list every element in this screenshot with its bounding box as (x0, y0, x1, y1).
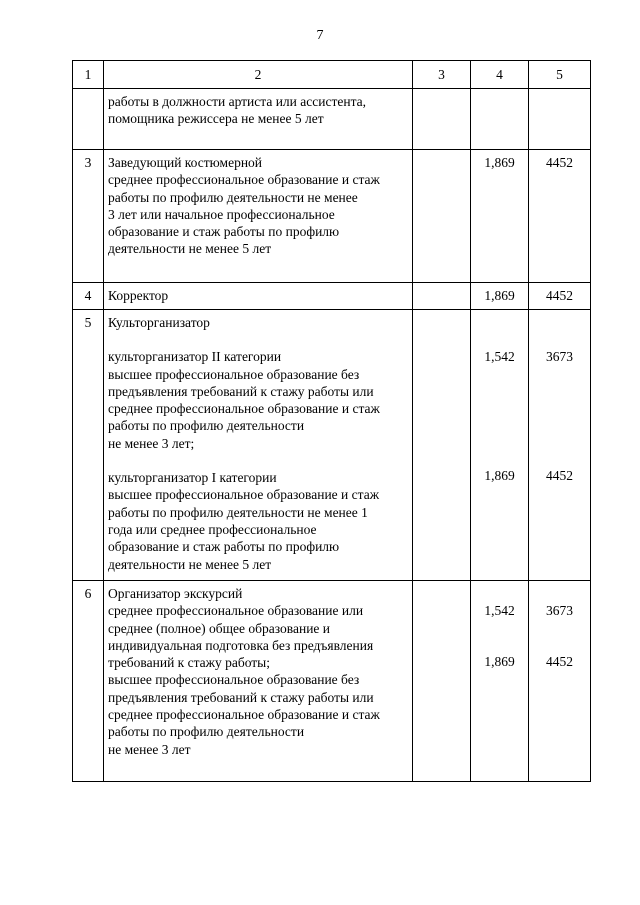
table-row (73, 283, 591, 310)
salary-value: 3673 (546, 603, 573, 618)
text-line: образование и стаж работы по профилю (108, 539, 340, 555)
position-description (104, 581, 413, 782)
text-line: предъявления требований к стажу работы или (108, 383, 374, 399)
col3-cell (413, 310, 471, 581)
header-cell-4: 4 (471, 61, 529, 89)
row-number: 4 (73, 283, 104, 310)
table-row (73, 581, 591, 782)
position-description (104, 89, 413, 150)
text-line: работы по профилю деятельности (108, 724, 305, 740)
coefficient-cell: 1,869 (471, 283, 529, 310)
text-line: 3 лет или начальное профессиональное (108, 206, 335, 222)
salary-cell (529, 310, 591, 581)
text-line: среднее профессиональное образование или (108, 603, 364, 619)
header-cell-3: 3 (413, 61, 471, 89)
table-row (73, 89, 591, 150)
text-line: высшее профессиональное образование без (108, 366, 360, 382)
col3-cell (413, 89, 471, 150)
position-title: Организатор экскурсий (108, 586, 243, 601)
position-title: Культорганизатор (108, 315, 210, 330)
position-description (104, 150, 413, 283)
coefficient-cell: 1,869 (471, 150, 529, 283)
salary-cell: 4452 (529, 283, 591, 310)
row-number: 6 (73, 581, 104, 782)
header-cell-5: 5 (529, 61, 591, 89)
salary-cell (529, 581, 591, 782)
coefficient-value: 1,542 (484, 349, 515, 364)
header-cell-1: 1 (73, 61, 104, 89)
coefficient-cell (471, 581, 529, 782)
text-line: работы по профилю деятельности не менее 1 (108, 504, 368, 520)
text-line: предъявления требований к стажу работы или (108, 689, 374, 705)
text-line: образование и стаж работы по профилю (108, 224, 340, 240)
coefficient-value: 1,869 (484, 468, 515, 484)
row-number (73, 89, 104, 150)
position-description (104, 310, 413, 581)
text-line: высшее профессиональное образование и стаж (108, 487, 380, 503)
coefficient-cell (471, 310, 529, 581)
text-line: среднее профессиональное образование и стаж (108, 401, 380, 417)
salary-value: 3673 (546, 349, 573, 364)
text-line: требований к стажу работы; (108, 655, 270, 671)
coefficient-cell (471, 89, 529, 150)
col3-cell (413, 150, 471, 283)
text-line: помощника режиссера не менее 5 лет (108, 111, 324, 127)
salary-cell: 4452 (529, 150, 591, 283)
category-title: культорганизатор I категории (108, 470, 277, 486)
text-line: не менее 3 лет; (108, 435, 195, 451)
text-line: работы по профилю деятельности (108, 418, 305, 434)
text-line: индивидуальная подготовка без предъявления (108, 637, 374, 653)
category-title: культорганизатор II категории (108, 349, 282, 365)
text-line: работы в должности артиста или ассистента, (108, 94, 366, 109)
text-line: деятельности не менее 5 лет (108, 556, 272, 572)
text-line: среднее профессиональное образование и стаж (108, 707, 380, 723)
staff-table (72, 60, 591, 782)
text-line: высшее профессиональное образование без (108, 672, 360, 688)
coefficient-value: 1,542 (484, 603, 515, 618)
position-description (104, 283, 413, 310)
header-cell-2: 2 (104, 61, 413, 89)
salary-value: 4452 (546, 468, 573, 484)
text-line: года или среднее профессиональное (108, 521, 317, 537)
col3-cell (413, 283, 471, 310)
text-line: деятельности не менее 5 лет (108, 241, 272, 257)
row-number: 3 (73, 150, 104, 283)
position-title: Заведующий костюмерной (108, 155, 263, 170)
salary-value: 4452 (546, 654, 573, 670)
salary-cell (529, 89, 591, 150)
col3-cell (413, 581, 471, 782)
page-number: 7 (316, 28, 324, 43)
text-line: не менее 3 лет (108, 741, 191, 757)
table-row (73, 310, 591, 581)
text-line: среднее (полное) общее образование и (108, 620, 331, 636)
row-number: 5 (73, 310, 104, 581)
table-row (73, 150, 591, 283)
table-header-row (73, 61, 591, 89)
text-line: работы по профилю деятельности не менее (108, 189, 358, 205)
coefficient-value: 1,869 (484, 654, 515, 670)
text-line: среднее профессиональное образование и стаж (108, 172, 380, 188)
position-title: Корректор (108, 288, 169, 303)
